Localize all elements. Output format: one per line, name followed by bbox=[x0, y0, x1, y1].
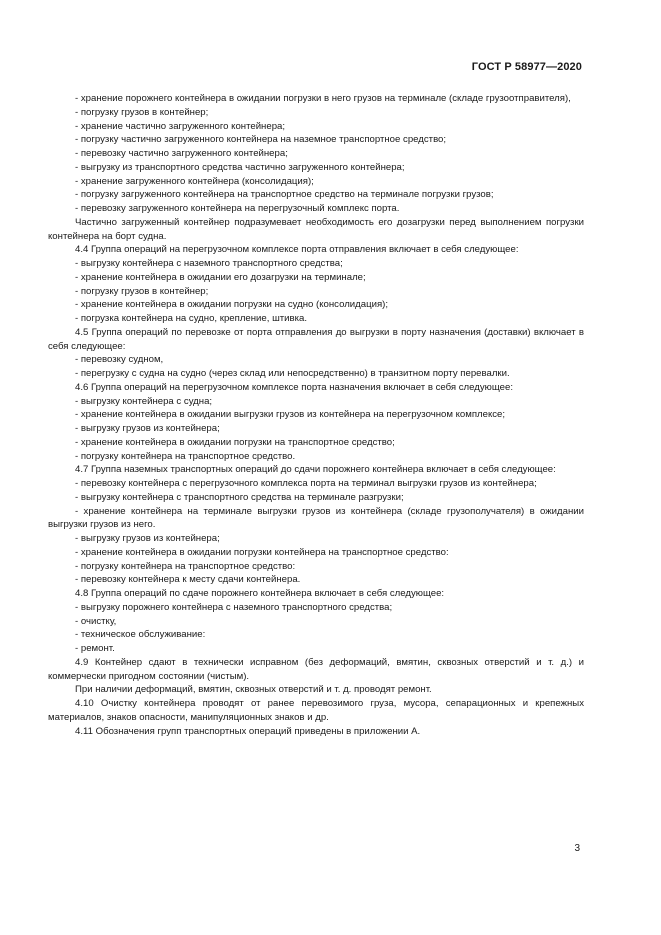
paragraph: - выгрузку порожнего контейнера с наземного транспортного средства; bbox=[75, 601, 393, 613]
paragraph: - очистку, bbox=[75, 615, 117, 627]
paragraph: - погрузку контейнера на транспортное средство: bbox=[75, 560, 296, 572]
paragraph: - хранение загруженного контейнера (консолидация); bbox=[75, 175, 314, 187]
paragraph: - техническое обслуживание: bbox=[75, 629, 206, 641]
paragraph: - погрузку частично загруженного контейнера на наземное транспортное средство; bbox=[75, 134, 447, 146]
paragraph: - хранение контейнера в ожидании погрузки на транспортное средство; bbox=[75, 436, 395, 448]
paragraph: - выгрузку контейнера с наземного транспортного средства; bbox=[75, 258, 343, 269]
page-number: 3 bbox=[574, 843, 580, 854]
paragraph: - выгрузку из транспортного средства частично загруженного контейнера; bbox=[75, 161, 405, 173]
section-heading: 4.5 Группа операций по перевозке от порта отправления до выгрузки в порту назначения (доставки) включает в себя следующее: bbox=[48, 326, 584, 352]
paragraph: - погрузку загруженного контейнера на транспортное средство на терминале погрузки грузов; bbox=[75, 189, 494, 201]
section-heading: 4.9 Контейнер сдают в технически исправном (без деформаций, вмятин, сквозных отверстий и т. д.) и коммерчески пригодном состоянии (чистым). bbox=[48, 656, 584, 682]
paragraph: - хранение частично загруженного контейнера; bbox=[75, 120, 286, 132]
paragraph: - перевозку загруженного контейнера на перегрузочный комплекс порта. bbox=[75, 203, 400, 214]
paragraph: - хранение контейнера в ожидании его дозагрузки на терминале; bbox=[75, 271, 366, 283]
section-heading: 4.4 Группа операций на перегрузочном комплексе порта отправления включает в себя следующее: bbox=[75, 244, 519, 256]
paragraph: - перевозку контейнера с перегрузочного комплекса порта на терминал выгрузки грузов из контейнера; bbox=[75, 478, 537, 489]
section-heading: 4.7 Группа наземных транспортных операций до сдачи порожнего контейнера включает в себя следующее: bbox=[75, 464, 556, 476]
section-heading: 4.10 Очистку контейнера проводят от ранее перевозимого груза, мусора, сепарационных и крепежных материалов, знаков опасности, манипуляционных знаков и др. bbox=[48, 698, 584, 723]
paragraph: - перегрузку с судна на судно (через склад или непосредственно) в транзитном порту перевалки. bbox=[75, 368, 510, 379]
paragraph: - погрузку грузов в контейнер; bbox=[75, 106, 209, 118]
paragraph: - выгрузку контейнера с транспортного средства на терминале разгрузки; bbox=[75, 491, 404, 503]
paragraph: - выгрузку контейнера с судна; bbox=[75, 395, 213, 407]
paragraph: - хранение контейнера в ожидании выгрузки грузов из контейнера на перегрузочном комплексе; bbox=[75, 409, 506, 421]
paragraph: При наличии деформаций, вмятин, сквозных отверстий и т. д. проводят ремонт. bbox=[75, 684, 432, 696]
section-heading: 4.11 Обозначения групп транспортных операций приведены в приложении А. bbox=[75, 725, 421, 737]
paragraph: - хранение контейнера в ожидании погрузки на судно (консолидация); bbox=[75, 299, 389, 311]
paragraph: - перевозку частично загруженного контейнера; bbox=[75, 148, 288, 159]
document-body bbox=[48, 92, 584, 738]
paragraph: - погрузку контейнера на транспортное средство. bbox=[75, 450, 296, 462]
paragraph: - хранение контейнера в ожидании погрузки контейнера на транспортное средство: bbox=[75, 546, 449, 558]
paragraph: - ремонт. bbox=[75, 643, 115, 654]
paragraph: Частично загруженный контейнер подразумевает необходимость его дозагрузки перед выполнением погрузки контейнера на борт судна. bbox=[48, 216, 584, 242]
standard-header: ГОСТ Р 58977—2020 bbox=[471, 61, 582, 73]
paragraph: - погрузка контейнера на судно, крепление, штивка. bbox=[75, 313, 308, 324]
section-heading: 4.6 Группа операций на перегрузочном комплексе порта назначения включает в себя следующее: bbox=[75, 381, 513, 393]
paragraph: - хранение контейнера на терминале выгрузки грузов из контейнера (складе грузополучателя) в ожидании выгрузки грузов из него. bbox=[48, 505, 584, 531]
paragraph: - выгрузку грузов из контейнера; bbox=[75, 533, 220, 544]
section-heading: 4.8 Группа операций по сдаче порожнего контейнера включает в себя следующее: bbox=[75, 588, 445, 599]
paragraph: - перевозку контейнера к месту сдачи контейнера. bbox=[75, 574, 301, 586]
paragraph: - перевозку судном, bbox=[75, 354, 164, 366]
paragraph: - хранение порожнего контейнера в ожидании погрузки в него грузов на терминале (складе грузоотправителя), bbox=[75, 93, 571, 104]
paragraph: - погрузку грузов в контейнер; bbox=[75, 285, 209, 297]
paragraph: - выгрузку грузов из контейнера; bbox=[75, 423, 220, 434]
